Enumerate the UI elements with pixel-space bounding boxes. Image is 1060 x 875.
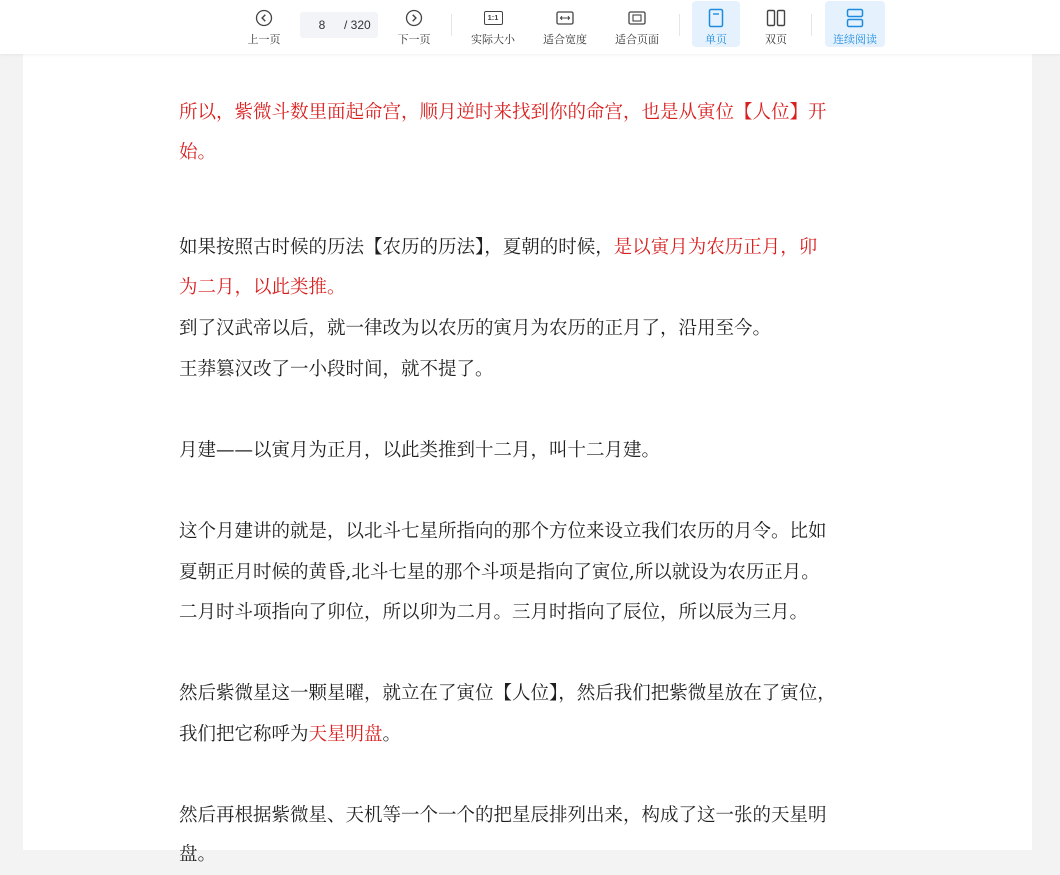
paragraph-line: 月建——以寅月为正月，以此类推到十二月，叫十二月建。 bbox=[179, 440, 661, 461]
total-pages: / 320 bbox=[344, 18, 371, 32]
actual-size-icon: 1:1 bbox=[484, 8, 503, 28]
highlighted-text: 是以寅月为农历正月，卯 bbox=[613, 237, 818, 258]
next-page-button[interactable] bbox=[394, 0, 434, 54]
toolbar-divider bbox=[679, 14, 680, 36]
actual-size-label: 实际大小 bbox=[471, 34, 515, 46]
prev-page-button[interactable] bbox=[244, 0, 284, 54]
paragraph-line: 然后再根据紫微星、天机等一个一个的把星辰排列出来，构成了这一张的天星明 bbox=[179, 805, 827, 826]
single-page-button[interactable] bbox=[692, 1, 740, 47]
paragraph-line: 到了汉武帝以后，就一律改为以农历的寅月为农历的正月了，沿用至今。 bbox=[179, 318, 772, 339]
text-span: 。 bbox=[382, 724, 402, 745]
paragraph-line: 夏朝正月时候的黄昏,北斗七星的那个斗项是指向了寅位,所以就设为农历正月。 bbox=[179, 562, 820, 583]
paragraph-line bbox=[179, 714, 401, 755]
paragraph-line: 为二月，以此类推。 bbox=[179, 277, 346, 298]
chevron-right-circle-icon bbox=[405, 8, 423, 28]
toolbar-divider bbox=[451, 14, 452, 36]
next-page-label: 下一页 bbox=[397, 34, 431, 46]
double-page-icon bbox=[766, 8, 786, 28]
fit-width-icon bbox=[556, 8, 574, 28]
toolbar-divider bbox=[811, 14, 812, 36]
paragraph-line: 这个月建讲的就是，以北斗七星所指向的那个方位来设立我们农历的月令。比如 bbox=[179, 521, 827, 542]
continuous-reading-icon bbox=[846, 8, 864, 28]
chevron-left-circle-icon bbox=[255, 8, 273, 28]
single-page-icon bbox=[708, 8, 724, 28]
paragraph-line: 然后紫微星这一颗星曜，就立在了寅位【人位】，然后我们把紫微星放在了寅位， bbox=[179, 683, 836, 704]
actual-size-button[interactable] bbox=[466, 0, 520, 54]
document-page bbox=[23, 54, 1032, 865]
current-page-input[interactable]: 8 bbox=[318, 18, 326, 32]
prev-page-label: 上一页 bbox=[247, 34, 281, 46]
fit-page-icon bbox=[628, 8, 646, 28]
fit-width-label: 适合宽度 bbox=[543, 34, 587, 46]
fit-width-button[interactable] bbox=[538, 0, 592, 54]
text-span: 我们把它称呼为 bbox=[179, 724, 309, 745]
paragraph-line: 始。 bbox=[179, 142, 217, 163]
paragraph-line: 王莽篡汉改了一小段时间，就不提了。 bbox=[179, 359, 494, 380]
double-page-button[interactable] bbox=[754, 0, 798, 54]
paragraph-line: 二月时斗项指向了卯位，所以卯为二月。三月时指向了辰位，所以辰为三月。 bbox=[179, 602, 809, 623]
fit-page-button[interactable] bbox=[610, 0, 664, 54]
paragraph-line: 所以，紫微斗数里面起命宫，顺月逆时来找到你的命宫，也是从寅位【人位】开 bbox=[179, 102, 827, 123]
highlighted-text: 天星明盘 bbox=[308, 724, 383, 745]
paragraph-line bbox=[179, 227, 817, 268]
single-page-label: 单页 bbox=[705, 34, 727, 46]
continuous-reading-label: 连续阅读 bbox=[833, 34, 877, 46]
page-number-field[interactable] bbox=[300, 12, 378, 38]
reader-toolbar bbox=[0, 0, 1060, 54]
double-page-label: 双页 bbox=[765, 34, 787, 46]
text-span: 如果按照古时候的历法【农历的历法】，夏朝的时候， bbox=[179, 237, 614, 258]
fit-page-label: 适合页面 bbox=[615, 34, 659, 46]
continuous-reading-button[interactable] bbox=[825, 1, 885, 47]
paragraph-line: 盘。 bbox=[179, 844, 217, 865]
